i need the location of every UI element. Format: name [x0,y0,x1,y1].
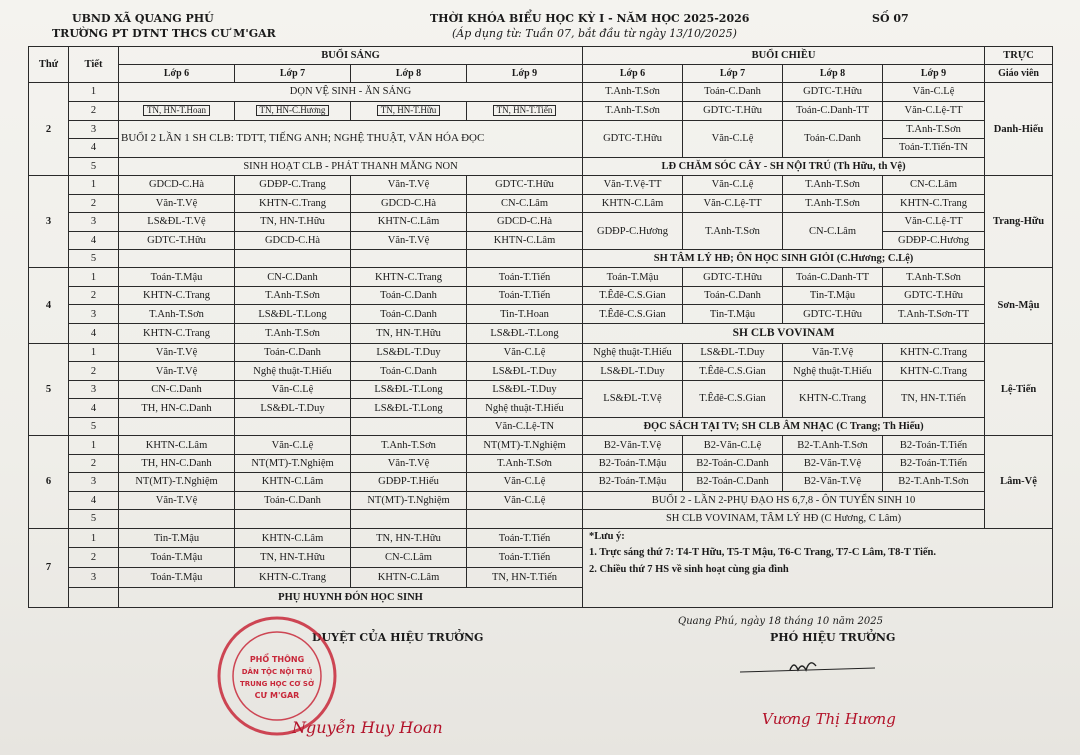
col-morning: BUỔI SÁNG [119,47,583,65]
cell: LS&ĐL-T.Duy [235,399,351,417]
period-cell: 3 [69,568,119,588]
svg-text:PHỔ THÔNG: PHỔ THÔNG [249,655,305,664]
col-class: Lớp 8 [783,65,883,83]
cell: B2-Toán-T.Mậu [583,473,683,491]
cell: KHTN-C.Trang [883,343,985,361]
cell: KHTN-C.Trang [235,194,351,212]
cell: Văn-T.Vệ [119,491,235,509]
cell: TN, HN-T.Hữu [351,528,467,548]
cell: Toán-C.Danh [351,305,467,323]
cell: Toán-C.Danh-TT [783,268,883,286]
cell: B2-Toán-T.Tiến [883,454,985,472]
cell: GDTC-T.Hữu [783,83,883,101]
col-afternoon: BUỔI CHIỀU [583,47,985,65]
period-cell: 2 [69,454,119,472]
cell: LS&ĐL-T.Long [235,305,351,323]
cell: LS&ĐL-T.Long [351,380,467,398]
boxed-label: TN, HN-T.Hữu [377,105,440,116]
boxed-label: TN, HN-C.Hương [256,105,330,116]
cell: B2-Toán-C.Danh [683,454,783,472]
cell: T.Anh-T.Sơn [583,101,683,120]
day-3-row [29,250,1053,268]
period-cell: 3 [69,120,119,138]
cell: LS&ĐL-T.Duy [683,343,783,361]
cell: Văn-C.Lệ [235,436,351,454]
duty-cell: Lệ-Tiến [985,343,1053,435]
cell: NT(MT)-T.Nghiệm [467,436,583,454]
cell: TH, HN-C.Danh [119,399,235,417]
day-4-row [29,305,1053,323]
day-cell: 5 [29,343,69,435]
principal-signature-name: Nguyễn Huy Hoan [292,718,443,737]
cell: CN-C.Lâm [351,548,467,568]
cell: GDTC-T.Hữu [783,305,883,323]
cell: Văn-T.Vệ [119,343,235,361]
svg-text:TRUNG HỌC CƠ SỞ: TRUNG HỌC CƠ SỞ [239,680,315,688]
cell [119,510,235,528]
day-5-row [29,380,1053,398]
cell: Toán-C.Danh [783,120,883,157]
cell: TN, HN-T.Hữu [235,213,351,231]
cell: KHTN-C.Lâm [467,231,583,249]
cell: NT(MT)-T.Nghiệm [235,454,351,472]
period-cell: 1 [69,268,119,286]
cell: T.Anh-T.Sơn [783,194,883,212]
cell: Tin-T.Mậu [119,528,235,548]
cell: Toán-T.Tiến [467,286,583,304]
cell: GDTC-T.Hữu [883,286,985,304]
cell: GDCD-C.Hà [119,176,235,194]
cell: CN-C.Lâm [467,194,583,212]
period-cell: 3 [69,213,119,231]
cell: KHTN-C.Lâm [235,473,351,491]
cell: LS&ĐL-T.Long [351,399,467,417]
cell: Toán-T.Tiến [467,528,583,548]
cell: Tin-T.Hoan [467,305,583,323]
cell: Văn-T.Vệ [783,343,883,361]
cell: Toán-T.Mậu [583,268,683,286]
period-cell: 1 [69,436,119,454]
day-6-row [29,491,1053,509]
day-6-row [29,436,1053,454]
cell: Toán-T.Mậu [119,568,235,588]
day-2-row [29,101,1053,120]
cell [235,250,351,268]
cell: T.Anh-T.Sơn [883,120,985,138]
cell: Tin-T.Mậu [683,305,783,323]
cell: B2-Toán-T.Mậu [583,454,683,472]
cell: Toán-C.Danh [683,83,783,101]
period-cell: 2 [69,101,119,120]
cell: NT(MT)-T.Nghiệm [119,473,235,491]
period-cell: 5 [69,510,119,528]
cell: TN, HN-T.Tiến [467,568,583,588]
span-cell: BUỔI 2 LẦN 1 SH CLB: TDTT, TIẾNG ANH; NGHỆ THUẬT, VĂN HÓA ĐỌC [119,120,583,157]
day-cell: 6 [29,436,69,528]
cell [467,250,583,268]
boxed-label: TN, HN-T.Tiến [493,105,557,116]
span-cell: ĐỌC SÁCH TẠI TV; SH CLB ÂM NHẠC (C Trang; Th Hiếu) [583,417,985,435]
cell: GDTC-T.Hữu [683,268,783,286]
cell: NT(MT)-T.Nghiệm [351,491,467,509]
period-cell: 5 [69,417,119,435]
day-3-row [29,176,1053,194]
cell [351,101,467,120]
cell: LS&ĐL-T.Long [467,323,583,343]
cell: Văn-C.Lệ [683,120,783,157]
day-cell: 2 [29,83,69,176]
span-cell: BUỔI 2 - LẦN 2-PHỤ ĐẠO HS 6,7,8 - ÔN TUYỂN SINH 10 [583,491,985,509]
cell: GDĐP-C.Trang [235,176,351,194]
cell: GDĐP-C.Hương [883,231,985,249]
cell: T.Anh-T.Sơn [883,268,985,286]
period-cell: 4 [69,139,119,157]
cell [467,510,583,528]
period-cell: 2 [69,194,119,212]
period-cell: 3 [69,473,119,491]
cell: LS&ĐL-T.Duy [351,343,467,361]
cell: KHTN-C.Trang [783,380,883,417]
period-cell: 1 [69,343,119,361]
cell: GDCD-C.Hà [235,231,351,249]
day-cell: 7 [29,528,69,607]
cell [119,250,235,268]
note-line: 2. Chiều thứ 7 HS về sinh hoạt cùng gia đình [589,564,789,576]
cell: KHTN-C.Lâm [351,213,467,231]
cell: KHTN-C.Lâm [351,568,467,588]
period-cell: 3 [69,305,119,323]
cell: T.Anh-T.Sơn [119,305,235,323]
cell: T.Êđê-C.S.Gian [683,380,783,417]
cell [467,101,583,120]
day-6-row [29,454,1053,472]
day-2-row [29,120,1053,138]
day-7-row [29,528,1053,548]
header-row-classes [29,65,1053,83]
cell: KHTN-C.Lâm [235,528,351,548]
period-cell: 1 [69,83,119,101]
cell: LS&ĐL-T.Duy [583,362,683,380]
period-cell: 2 [69,286,119,304]
day-3-row [29,231,1053,249]
cell: LS&ĐL-T.Duy [467,380,583,398]
cell: T.Anh-T.Sơn [783,176,883,194]
period-cell: 1 [69,176,119,194]
cell [351,250,467,268]
cell: Văn-C.Lệ-TN [467,417,583,435]
period-cell [69,587,119,607]
cell: TH, HN-C.Danh [119,454,235,472]
cell: T.Anh-T.Sơn [235,286,351,304]
cell: Toán-C.Danh [683,286,783,304]
period-cell: 4 [69,491,119,509]
cell: Văn-C.Lệ-TT [883,101,985,120]
day-6-row [29,473,1053,491]
cell: GDTC-T.Hữu [467,176,583,194]
cell: Văn-T.Vệ [351,176,467,194]
cell: B2-Văn-T.Vệ [783,454,883,472]
cell: Văn-T.Vệ [351,231,467,249]
cell: CN-C.Lâm [883,176,985,194]
col-class: Lớp 9 [883,65,985,83]
cell: CN-C.Lâm [783,213,883,250]
day-2-row [29,83,1053,101]
col-tiet: Tiết [69,47,119,83]
cell: LS&ĐL-T.Vệ [119,213,235,231]
cell: Nghệ thuật-T.Hiếu [235,362,351,380]
cell: T.Anh-T.Sơn [583,83,683,101]
notes-box [583,528,1053,607]
period-cell: 5 [69,250,119,268]
col-truc: TRỰC [985,47,1053,65]
cell: LS&ĐL-T.Duy [467,362,583,380]
cell: Nghệ thuật-T.Hiếu [783,362,883,380]
cell: TN, HN-T.Hữu [351,323,467,343]
col-class: Lớp 6 [119,65,235,83]
day-3-row [29,213,1053,231]
col-class: Lớp 6 [583,65,683,83]
span-cell: DỌN VỆ SINH - ĂN SÁNG [119,83,583,101]
cell [119,101,235,120]
cell: Toán-T.Mậu [119,548,235,568]
cell: Tin-T.Mậu [783,286,883,304]
span-cell: PHỤ HUYNH ĐÓN HỌC SINH [119,587,583,607]
cell: KHTN-C.Trang [235,568,351,588]
day-2-row [29,157,1053,175]
cell: Toán-T.Tiến-TN [883,139,985,157]
period-cell: 2 [69,362,119,380]
col-thu: Thứ [29,47,69,83]
span-cell: SINH HOẠT CLB - PHÁT THANH MĂNG NON [119,157,583,175]
cell: Văn-C.Lệ-TT [883,213,985,231]
cell [351,417,467,435]
day-cell: 4 [29,268,69,343]
cell: KHTN-C.Lâm [583,194,683,212]
cell: T.Anh-T.Sơn [467,454,583,472]
day-3-row [29,194,1053,212]
cell: B2-Toán-C.Danh [683,473,783,491]
col-class: Lớp 9 [467,65,583,83]
cell: Văn-C.Lệ [467,343,583,361]
span-cell: SH CLB VOVINAM, TÂM LÝ HĐ (C Hương, C Lâm) [583,510,985,528]
day-6-row [29,510,1053,528]
cell: CN-C.Danh [235,268,351,286]
cell: T.Anh-T.Sơn-TT [883,305,985,323]
cell: T.Anh-T.Sơn [351,436,467,454]
day-5-row [29,362,1053,380]
svg-text:CƯ M'GAR: CƯ M'GAR [254,691,300,700]
header-row [29,47,1053,65]
col-class: Lớp 8 [351,65,467,83]
svg-text:DÂN TỘC NỘI TRÚ: DÂN TỘC NỘI TRÚ [241,668,313,676]
cell: B2-T.Anh-T.Sơn [783,436,883,454]
cell: T.Anh-T.Sơn [235,323,351,343]
note-line: 1. Trực sáng thứ 7: T4-T Hữu, T5-T Mậu, T6-C Trang, T7-C Lâm, T8-T Tiến. [589,547,937,559]
cell: KHTN-C.Lâm [119,436,235,454]
cell: KHTN-C.Trang [351,268,467,286]
cell: KHTN-C.Trang [119,286,235,304]
cell [235,101,351,120]
day-5-row [29,417,1053,435]
vice-principal-label: PHÓ HIỆU TRƯỞNG [770,631,896,644]
cell [235,417,351,435]
cell: Văn-C.Lệ [683,176,783,194]
cell: GDĐP-C.Hương [583,213,683,250]
schedule-number: SỐ 07 [872,12,909,25]
cell: Toán-C.Danh [351,362,467,380]
cell [119,417,235,435]
duty-cell: Sơn-Mậu [985,268,1053,343]
cell: GDCD-C.Hà [351,194,467,212]
cell: GDCD-C.Hà [467,213,583,231]
cell: Toán-T.Tiến [467,268,583,286]
day-4-row [29,286,1053,304]
cell: Nghệ thuật-T.Hiếu [583,343,683,361]
signature-scribble [735,650,885,680]
cell: B2-Văn-T.Vệ [583,436,683,454]
cell: Văn-C.Lệ [467,491,583,509]
cell: Văn-T.Vệ [351,454,467,472]
cell: Văn-C.Lệ [467,473,583,491]
cell: KHTN-C.Trang [883,362,985,380]
span-cell: SH CLB VOVINAM [583,323,985,343]
cell: T.Anh-T.Sơn [683,213,783,250]
cell: Toán-C.Danh-TT [783,101,883,120]
col-gv: Giáo viên [985,65,1053,83]
cell: Văn-T.Vệ [119,194,235,212]
cell: Văn-C.Lệ [235,380,351,398]
period-cell: 2 [69,548,119,568]
cell: GDĐP-T.Hiếu [351,473,467,491]
cell: B2-Văn-T.Vệ [783,473,883,491]
timetable [28,46,1053,608]
cell: Toán-C.Danh [235,343,351,361]
cell [351,510,467,528]
schedule-title: THỜI KHÓA BIỂU HỌC KỲ I - NĂM HỌC 2025-2026 [430,12,750,25]
duty-cell: Danh-Hiếu [985,83,1053,176]
cell: T.Êđê-C.S.Gian [583,286,683,304]
period-cell: 4 [69,231,119,249]
day-5-row [29,343,1053,361]
sign-date: Quang Phú, ngày 18 tháng 10 năm 2025 [678,616,883,627]
cell: Toán-T.Tiến [467,548,583,568]
cell: GDTC-T.Hữu [119,231,235,249]
period-cell: 3 [69,380,119,398]
col-class: Lớp 7 [683,65,783,83]
day-cell: 3 [29,176,69,268]
period-cell: 5 [69,157,119,175]
cell: Văn-T.Vệ-TT [583,176,683,194]
cell: Văn-T.Vệ [119,362,235,380]
cell: B2-Toán-T.Tiến [883,436,985,454]
cell: CN-C.Danh [119,380,235,398]
cell: T.Êđê-C.S.Gian [583,305,683,323]
cell: LS&ĐL-T.Vệ [583,380,683,417]
schedule-subtitle: (Áp dụng từ: Tuần 07, bắt đầu từ ngày 13/10/2025) [452,27,737,40]
period-cell: 1 [69,528,119,548]
cell: TN, HN-T.Tiến [883,380,985,417]
cell: B2-Văn-C.Lệ [683,436,783,454]
vice-principal-signature-name: Vương Thị Hương [762,710,896,728]
boxed-label: TN, HN-T.Hoan [143,105,210,116]
day-4-row [29,323,1053,343]
duty-cell: Lâm-Vệ [985,436,1053,528]
cell: GDTC-T.Hữu [683,101,783,120]
cell: GDTC-T.Hữu [583,120,683,157]
span-cell: LĐ CHĂM SÓC CÂY - SH NỘI TRÚ (Th Hữu, th Vệ) [583,157,985,175]
cell [235,510,351,528]
cell: B2-T.Anh-T.Sơn [883,473,985,491]
cell: Văn-C.Lệ [883,83,985,101]
duty-cell: Trang-Hữu [985,176,1053,268]
school-name: TRƯỜNG PT DTNT THCS CƯ M'GAR [52,27,276,40]
notes-title: *Lưu ý: [589,530,625,542]
org-name: UBND XÃ QUANG PHÚ [72,12,214,25]
cell: KHTN-C.Trang [883,194,985,212]
cell: TN, HN-T.Hữu [235,548,351,568]
cell: Toán-C.Danh [351,286,467,304]
principal-approval-label: DUYỆT CỦA HIỆU TRƯỞNG [312,631,484,644]
cell: T.Êđê-C.S.Gian [683,362,783,380]
cell: KHTN-C.Trang [119,323,235,343]
period-cell: 4 [69,399,119,417]
period-cell: 4 [69,323,119,343]
cell: Nghệ thuật-T.Hiếu [467,399,583,417]
col-class: Lớp 7 [235,65,351,83]
span-cell: SH TÂM LÝ HĐ; ÔN HỌC SINH GIỎI (C.Hương; C.Lệ) [583,250,985,268]
cell: Toán-T.Mậu [119,268,235,286]
cell: Văn-C.Lệ-TT [683,194,783,212]
day-4-row [29,268,1053,286]
cell: Toán-C.Danh [235,491,351,509]
